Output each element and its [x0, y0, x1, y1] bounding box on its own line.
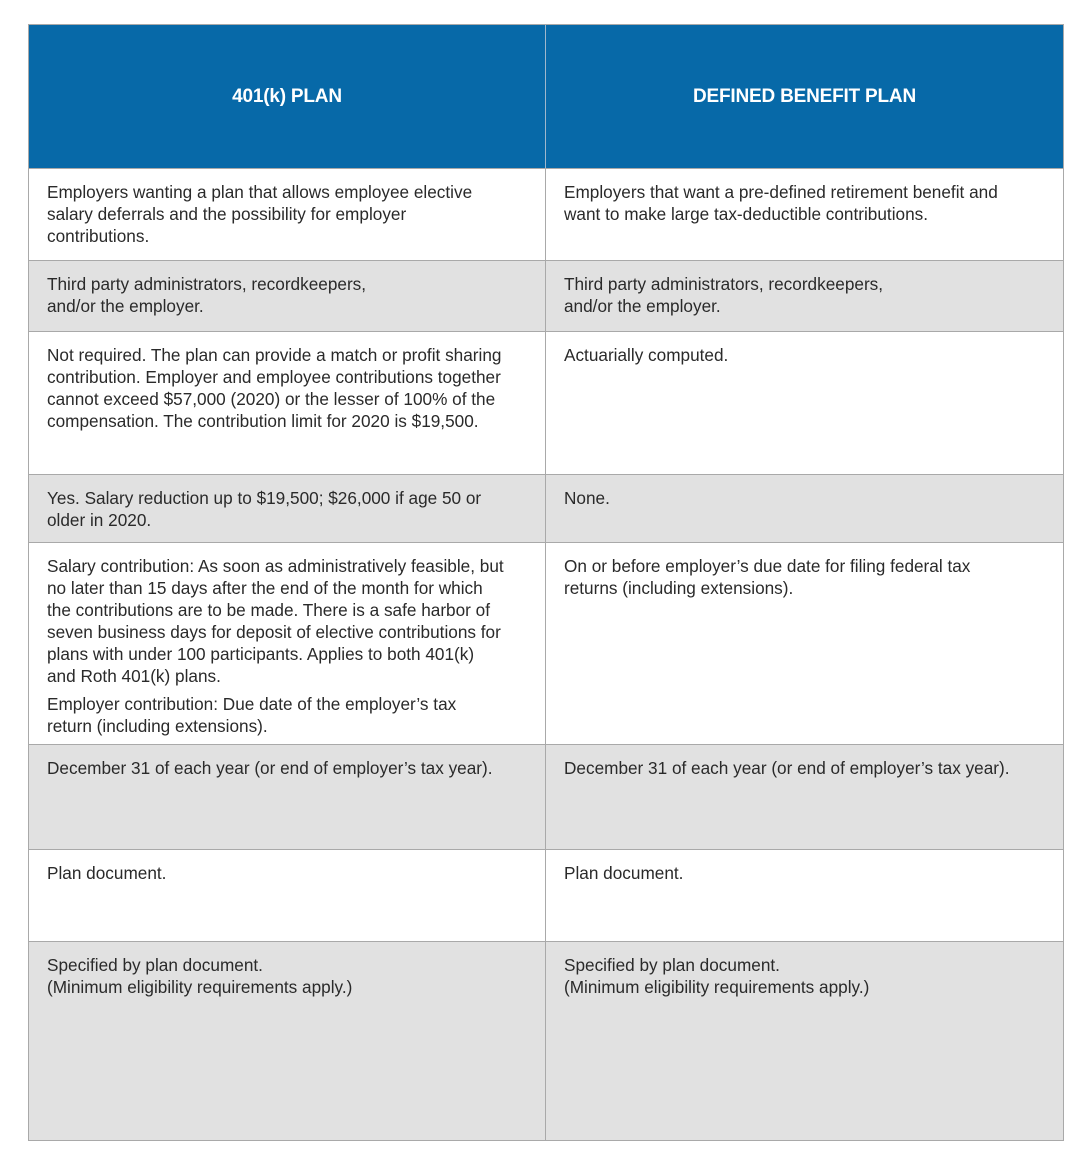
table-row: [29, 849, 1063, 941]
cell-text: Specified by plan document. (Minimum eligibility requirements apply.): [564, 955, 870, 997]
cell-text: Plan document.: [564, 863, 684, 883]
cell-text: Yes. Salary reduction up to $19,500; $26,000 if age 50 or older in 2020.: [47, 488, 482, 530]
comparison-table: [28, 24, 1064, 1141]
table-row: [29, 331, 1063, 474]
table-row: [29, 941, 1063, 1140]
table-row: [29, 474, 1063, 542]
table-cell-defined-benefit: [546, 745, 1063, 849]
cell-text: Not required. The plan can provide a match or profit sharing contribution. Employer and employee contributions together cannot exceed $57,000 (2020) or the lesser of 100% of the compensation. The contribution limit for 2020 is $19,500.: [47, 345, 502, 431]
cell-text: Employers wanting a plan that allows employee elective salary deferrals and the possibility for employer contributions.: [47, 182, 473, 246]
table-row: [29, 542, 1063, 744]
cell-text: December 31 of each year (or end of employer’s tax year).: [564, 758, 1010, 778]
table-cell-401k: [29, 332, 546, 474]
table-cell-401k: [29, 745, 546, 849]
table-cell-defined-benefit: [546, 169, 1063, 260]
table-row: [29, 260, 1063, 331]
table-cell-401k: [29, 261, 546, 331]
cell-text: Salary contribution: As soon as administratively feasible, but no later than 15 days after the end of the month for which the contributions are to be made. There is a safe harbor of seven business days for deposit of elective contributions for plans with under 100 participants. Applies to both 401(k) and Roth 401(k) plans.: [47, 556, 504, 686]
cell-text: Third party administrators, recordkeepers, and/or the employer.: [47, 274, 367, 316]
table-cell-defined-benefit: [546, 475, 1063, 542]
table-cell-defined-benefit: [546, 942, 1063, 1140]
table-cell-401k: [29, 942, 546, 1140]
table-cell-401k: [29, 850, 546, 941]
table-row: [29, 168, 1063, 260]
table-cell-defined-benefit: [546, 261, 1063, 331]
cell-text: Employers that want a pre-defined retirement benefit and want to make large tax-deductible contributions.: [564, 182, 998, 224]
table-cell-defined-benefit: [546, 543, 1063, 744]
cell-text: December 31 of each year (or end of employer’s tax year).: [47, 758, 493, 778]
table-cell-401k: [29, 169, 546, 260]
cell-text: Plan document.: [47, 863, 167, 883]
cell-text: None.: [564, 488, 610, 508]
table-row: [29, 744, 1063, 849]
cell-text: Third party administrators, recordkeepers, and/or the employer.: [564, 274, 884, 316]
cell-text: On or before employer’s due date for filing federal tax returns (including extensions).: [564, 556, 971, 598]
table-header: [29, 25, 1063, 168]
table-cell-401k: [29, 475, 546, 542]
table-cell-defined-benefit: [546, 332, 1063, 474]
table-cell-defined-benefit: [546, 850, 1063, 941]
cell-text: Actuarially computed.: [564, 345, 729, 365]
table-cell-401k: [29, 543, 546, 744]
cell-text: Specified by plan document. (Minimum eligibility requirements apply.): [47, 955, 353, 997]
header-defined-benefit-plan: DEFINED BENEFIT PLAN: [693, 85, 916, 107]
header-401k-plan: 401(k) PLAN: [29, 25, 546, 168]
cell-text: Employer contribution: Due date of the employer’s tax return (including extensions).: [47, 694, 457, 736]
